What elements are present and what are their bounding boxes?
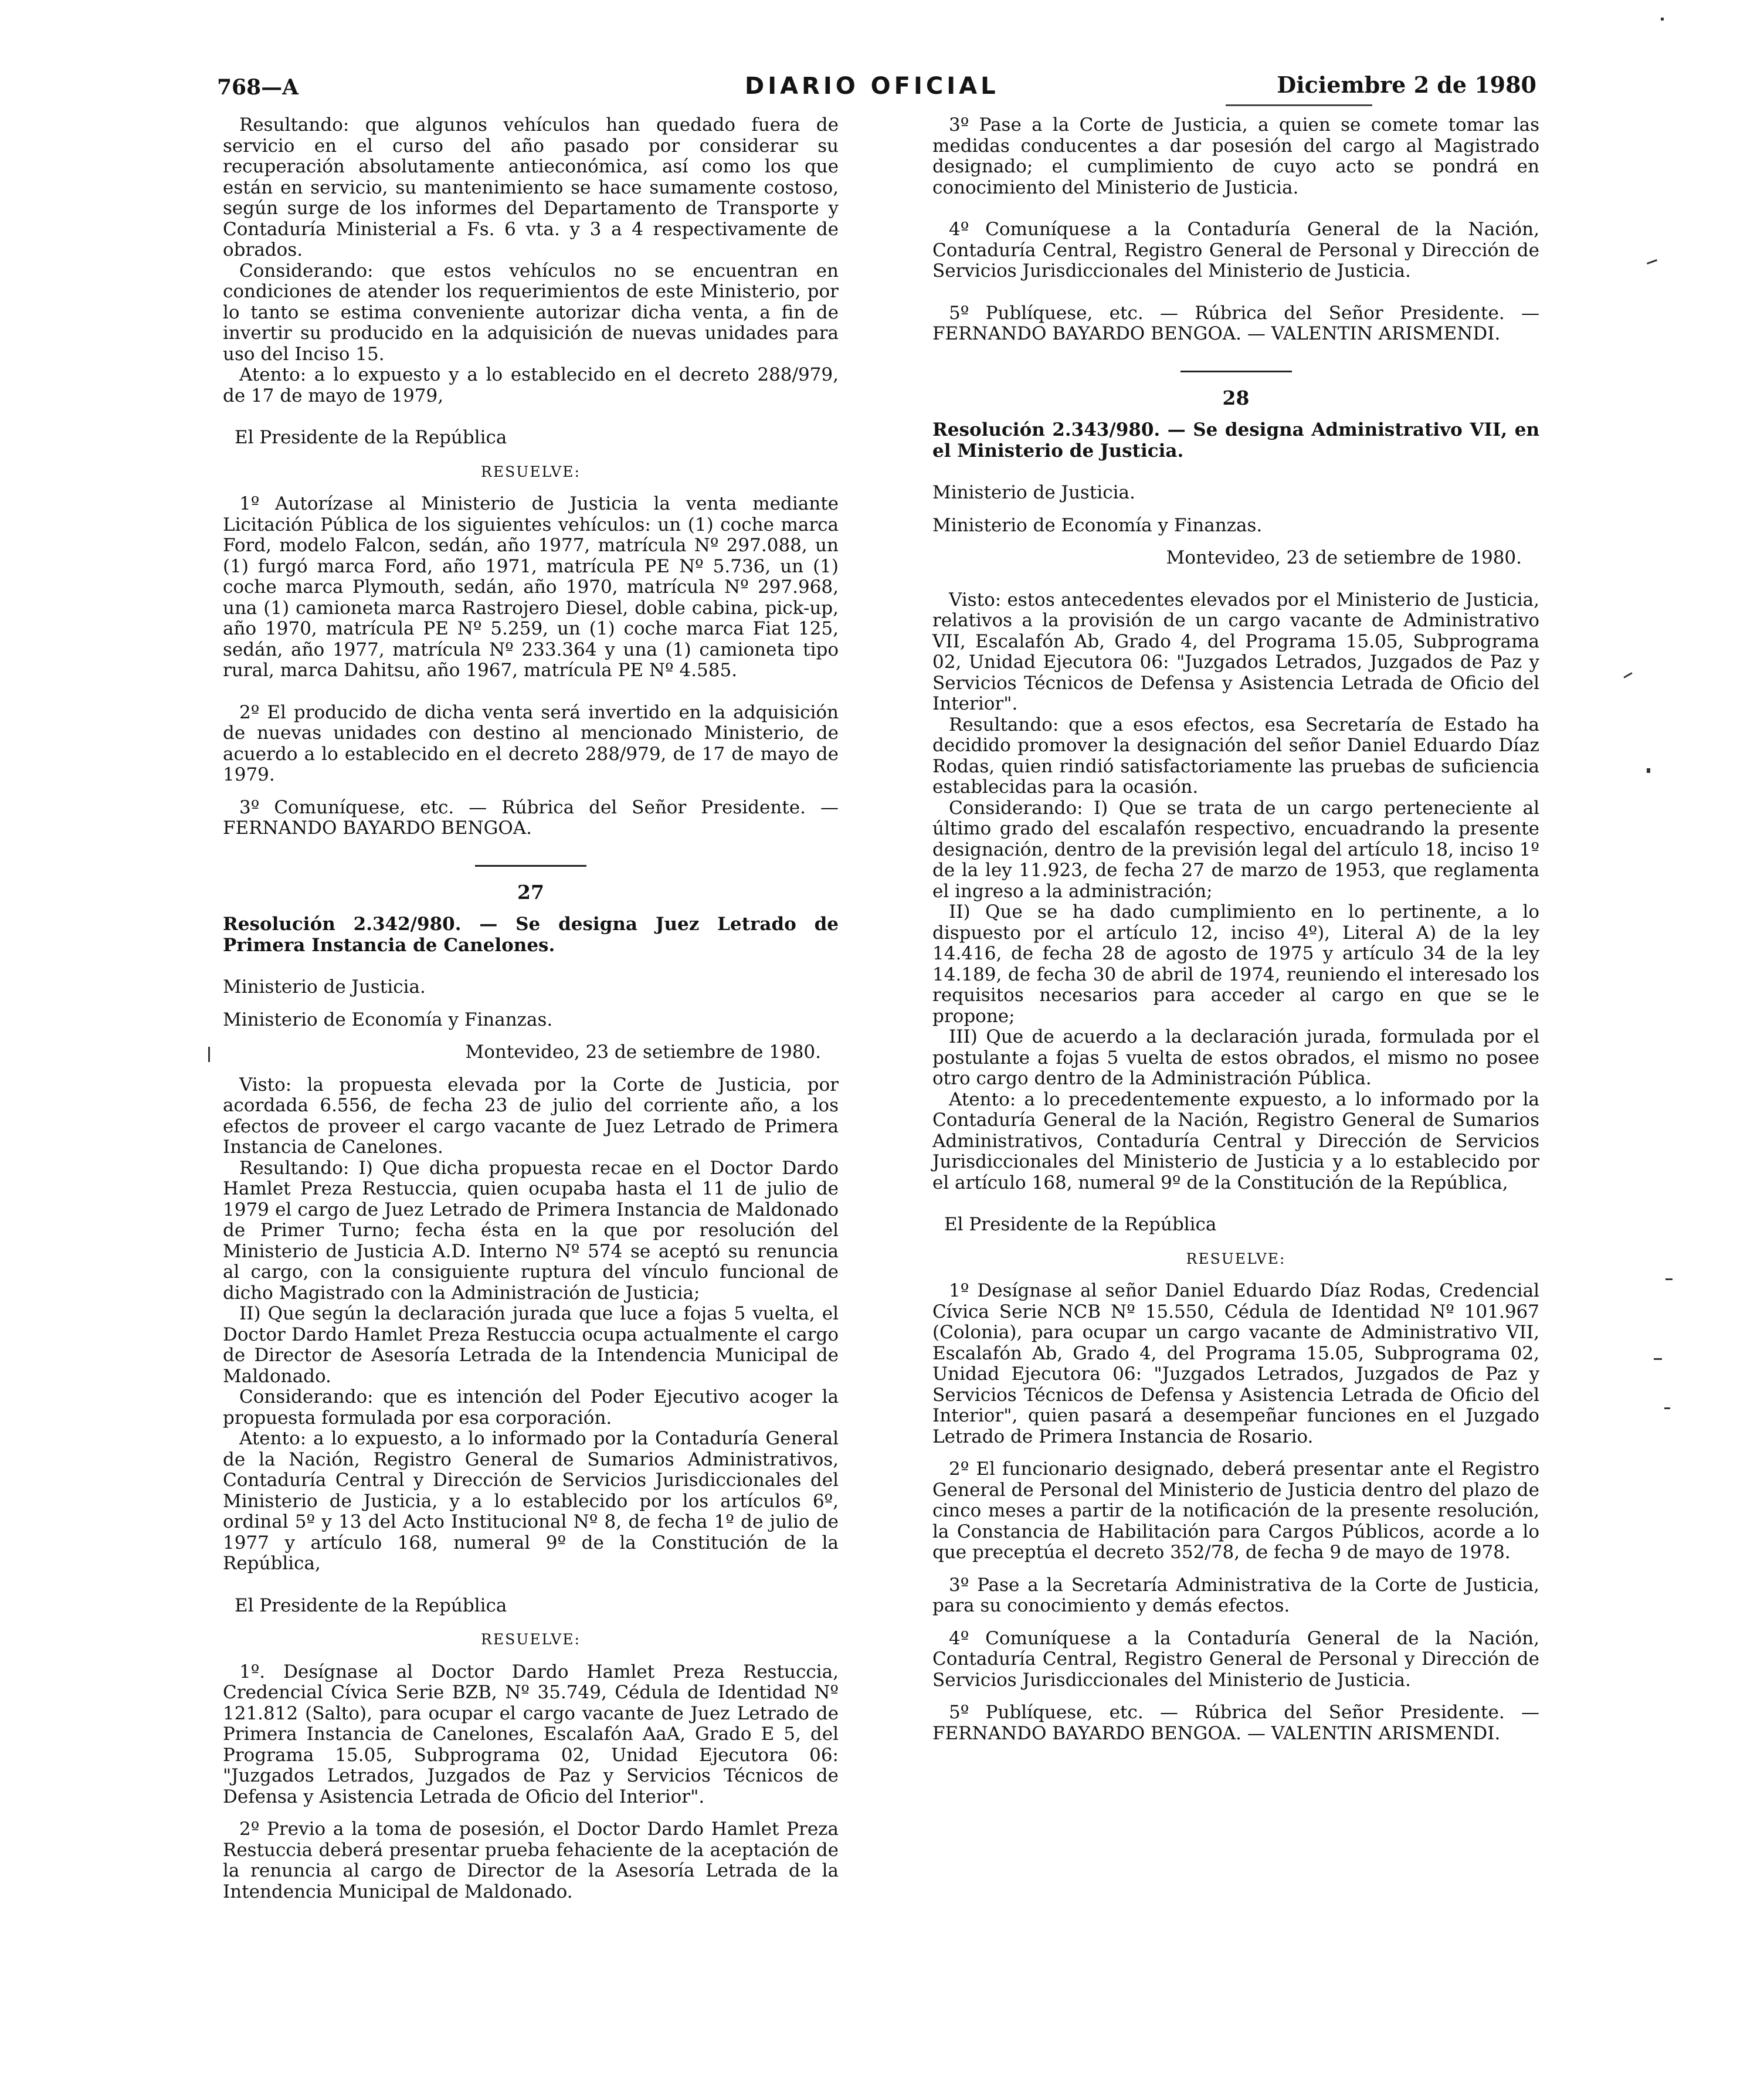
- header-rule: [1226, 104, 1372, 106]
- ministry-justicia: Ministerio de Justicia.: [223, 976, 426, 998]
- considerando-ii-paragraph: II) Que se ha dado cumplimiento en lo pertinente, a lo dispuesto por el artículo 12, inciso 4º), Literal A) de la ley 14.416, de fecha 28 de agosto de 1975 y artículo 34 de la ley 14.189, de fecha 30 de abril de 1974, reuniendo el interesado los requisitos necesarios para acceder al cargo en que se le propone;: [932, 901, 1539, 1027]
- scan-speck: [1661, 18, 1664, 21]
- ministry-economia: Ministerio de Economía y Finanzas.: [932, 514, 1263, 536]
- presidente-heading: El Presidente de la República: [944, 1214, 1217, 1235]
- scan-speck: [208, 1047, 210, 1062]
- article-1: 1º Autorízase al Ministerio de Justicia la venta mediante Licitación Pública de los siguientes vehículos: un (1) coche marca Ford, modelo Falcon, sedán, año 1977, matrícula Nº 297.088, un (1) furgó marca Ford, año 1971, matrícula PE Nº 5.736, un (1) coche marca Plymouth, sedán, año 1970, matrícula Nº 297.968, una (1) camioneta marca Rastrojero Diesel, doble cabina, pick-up, año 1970, matrícula PE Nº 5.259, un (1) coche marca Fiat 125, sedán, año 1977, matrícula Nº 233.364 y una (1) camioneta tipo rural, marca Dahitsu, año 1967, matrícula PE Nº 4.585.: [223, 493, 839, 681]
- article-5: 5º Publíquese, etc. — Rúbrica del Señor Presidente. — FERNANDO BAYARDO BENGOA. — VALENTIN ARISMENDI.: [932, 1702, 1539, 1744]
- article-3: 3º Comuníquese, etc. — Rúbrica del Señor Presidente. — FERNANDO BAYARDO BENGOA.: [223, 796, 839, 839]
- presidente-heading: El Presidente de la República: [235, 1594, 507, 1616]
- scan-speck: [1654, 1358, 1662, 1360]
- article-4: 4º Comuníquese a la Contaduría General de la Nación, Contaduría Central, Registro General de Personal y Dirección de Servicios Jurisdiccionales del Ministerio de Justicia.: [932, 1627, 1539, 1691]
- publication-title: DIARIO OFICIAL: [745, 73, 999, 100]
- article-2: 2º El funcionario designado, deberá presentar ante el Registro General de Personal del Ministerio de Justicia dentro del plazo de cinco meses a partir de la notificación de la presente resolución, la Constancia de Habilitación para Cargos Públicos, acorde a lo que preceptúa el decreto 352/78, de fecha 9 de mayo de 1978.: [932, 1458, 1539, 1563]
- dateline: Montevideo, 23 de setiembre de 1980.: [1166, 547, 1522, 568]
- left-column: [223, 115, 839, 1902]
- article-2: 2º Previo a la toma de posesión, el Doctor Dardo Hamlet Preza Restuccia deberá presentar prueba fehaciente de la aceptación de la renuncia al cargo de Director de la Asesoría Letrada de la Intendencia Municipal de Maldonado.: [223, 1818, 839, 1902]
- page-header: [217, 69, 1536, 104]
- right-column: [932, 115, 1539, 1744]
- section-divider: [1180, 371, 1292, 372]
- section-number-28: 28: [1222, 386, 1250, 409]
- considerando-paragraph: Considerando: que estos vehículos no se encuentran en condiciones de atender los requerimientos de este Ministerio, por lo tanto se estima conveniente autorizar dicha venta, a fin de invertir su producido en la adquisición de nuevas unidades para uso del Inciso 15.: [223, 260, 839, 365]
- considerando-paragraph: Considerando: que es intención del Poder Ejecutivo acoger la propuesta formulada por esa corporación.: [223, 1386, 839, 1429]
- visto-paragraph: Visto: estos antecedentes elevados por el Ministerio de Justicia, relativos a la provisión de un cargo vacante de Administrativo VII, Escalafón Ab, Grado 4, del Programa 15.05, Subprograma 02, Unidad Ejecutora 06: "Juzgados Letrados, Juzgados de Paz y Servicios Técnicos de Defensa y Asistencia Letrada de Oficio del Interior".: [932, 589, 1539, 714]
- resultando-ii-paragraph: II) Que según la declaración jurada que luce a fojas 5 vuelta, el Doctor Dardo Hamlet Preza Restuccia ocupa actualmente el cargo de Director de Asesoría Letrada de la Intendencia Municipal de Maldonado.: [223, 1303, 839, 1387]
- atento-paragraph: Atento: a lo expuesto, a lo informado por la Contaduría General de la Nación, Registro General de Sumarios Administrativos, Contaduría Central y Dirección de Servicios Jurisdiccionales del Ministerio de Justicia, y a lo establecido por los artículos 6º, ordinal 5º y 13 del Acto Institucional Nº 8, de fecha 1º de julio de 1977 y artículo 168, numeral 9º de la Constitución de la República,: [223, 1428, 839, 1574]
- resuelve-label: RESUELVE:: [481, 1631, 581, 1648]
- visto-paragraph: Visto: la propuesta elevada por la Corte de Justicia, por acordada 6.556, de fecha 23 de julio del corriente año, a los efectos de proveer el cargo vacante de Juez Letrado de Primera Instancia de Canelones.: [223, 1074, 839, 1158]
- atento-paragraph: Atento: a lo expuesto y a lo establecido en el decreto 288/979, de 17 de mayo de 1979,: [223, 364, 839, 406]
- article-3: 3º Pase a la Secretaría Administrativa de la Corte de Justicia, para su conocimiento y demás efectos.: [932, 1574, 1539, 1616]
- scan-speck: [1647, 768, 1650, 773]
- scan-speck: [1665, 1278, 1673, 1280]
- page-number: 768—A: [217, 75, 299, 100]
- article-1: 1º Desígnase al señor Daniel Eduardo Díaz Rodas, Credencial Cívica Serie NCB Nº 15.550, Cédula de Identidad Nº 101.967 (Colonia), para ocupar un cargo vacante de Administrativo VII, Escalafón Ab, Grado 4, del Programa 15.05, Subprograma 02, Unidad Ejecutora 06: "Juzgados Letrados, Juzgados de Paz y Servicios Técnicos de Defensa y Asistencia Letrada de Oficio del Interior", quien pasará a desempeñar funciones en el Juzgado Letrado de Primera Instancia de Rosario.: [932, 1280, 1539, 1447]
- atento-paragraph: Atento: a lo precedentemente expuesto, a lo informado por la Contaduría General de la Nación, Registro General de Sumarios Administrativos, Contaduría Central y Dirección de Servicios Jurisdiccionales del Ministerio de Justicia y a lo establecido por el artículo 168, numeral 9º de la Constitución de la República,: [932, 1088, 1539, 1193]
- article-2: 2º El producido de dicha venta será invertido en la adquisición de nuevas unidades con destino al mencionado Ministerio, de acuerdo a lo establecido en el decreto 288/979, de 17 de mayo de 1979.: [223, 701, 839, 785]
- article-3: 3º Pase a la Corte de Justicia, a quien se comete tomar las medidas conducentes a dar posesión del cargo al Magistrado designado; el cumplimiento de cuyo acto se pondrá en conocimiento del Ministerio de Justicia.: [932, 114, 1539, 198]
- resultando-paragraph: Resultando: que a esos efectos, esa Secretaría de Estado ha decidido promover la designación del señor Daniel Eduardo Díaz Rodas, quien rindió satisfactoriamente las pruebas de suficiencia establecidas para la ocasión.: [932, 714, 1539, 798]
- article-5: 5º Publíquese, etc. — Rúbrica del Señor Presidente. — FERNANDO BAYARDO BENGOA. — VALENTIN ARISMENDI.: [932, 302, 1539, 344]
- article-1: 1º. Desígnase al Doctor Dardo Hamlet Preza Restuccia, Credencial Cívica Serie BZB, Nº 35.749, Cédula de Identidad Nº 121.812 (Salto), para ocupar el cargo vacante de Juez Letrado de Primera Instancia de Canelones, Escalafón AaA, Grado E 5, del Programa 15.05, Subprograma 02, Unidad Ejecutora 06: "Juzgados Letrados, Juzgados de Paz y Servicios Técnicos de Defensa y Asistencia Letrada de Oficio del Interior".: [223, 1661, 839, 1807]
- presidente-heading: El Presidente de la República: [235, 427, 507, 448]
- scan-speck: [1664, 1407, 1670, 1409]
- scan-speck: [1623, 672, 1632, 678]
- scan-speck: [1647, 259, 1657, 264]
- section-divider: [475, 865, 586, 867]
- resolution-title-2342: Resolución 2.342/980. — Se designa Juez Letrado de Primera Instancia de Canelones.: [223, 914, 839, 956]
- dateline: Montevideo, 23 de setiembre de 1980.: [465, 1041, 821, 1063]
- considerando-iii-paragraph: III) Que de acuerdo a la declaración jurada, formulada por el postulante a fojas 5 vuelta de estos obrados, el mismo no posee otro cargo dentro de la Administración Pública.: [932, 1026, 1539, 1089]
- section-number-27: 27: [517, 880, 544, 904]
- resuelve-label: RESUELVE:: [1186, 1250, 1286, 1267]
- resuelve-label: RESUELVE:: [481, 463, 581, 480]
- resolution-title-2343: Resolución 2.343/980. — Se designa Administrativo VII, en el Ministerio de Justicia.: [932, 419, 1539, 462]
- ministry-justicia: Ministerio de Justicia.: [932, 482, 1135, 503]
- ministry-economia: Ministerio de Economía y Finanzas.: [223, 1009, 553, 1030]
- resultando-paragraph: Resultando: que algunos vehículos han quedado fuera de servicio en el curso del año pasado por considerar su recuperación absolutamente antieconómica, así como los que están en servicio, su mantenimiento se hace sumamente costoso, según surge de los informes del Departamento de Transporte y Contaduría Ministerial a Fs. 6 vta. y 3 a 4 respectivamente de obrados.: [223, 114, 839, 260]
- article-4: 4º Comuníquese a la Contaduría General de la Nación, Contaduría Central, Registro General de Personal y Dirección de Servicios Jurisdiccionales del Ministerio de Justicia.: [932, 219, 1539, 281]
- issue-date: Diciembre 2 de 1980: [1277, 72, 1536, 98]
- considerando-paragraph: Considerando: I) Que se trata de un cargo perteneciente al último grado del escalafón respectivo, encuadrando la presente designación, dentro de la previsión legal del artículo 18, inciso 1º de la ley 11.923, de fecha 27 de marzo de 1953, que reglamenta el ingreso a la administración;: [932, 797, 1539, 902]
- resultando-paragraph: Resultando: I) Que dicha propuesta recae en el Doctor Dardo Hamlet Preza Restuccia, quien ocupaba hasta el 11 de julio de 1979 el cargo de Juez Letrado de Primera Instancia de Maldonado de Primer Turno; fecha ésta en la que por resolución del Ministerio de Justicia A.D. Interno Nº 574 se aceptó su renuncia al cargo, con la consiguiente ruptura del vínculo funcional de dicho Magistrado con la Administración de Justicia;: [223, 1157, 839, 1304]
